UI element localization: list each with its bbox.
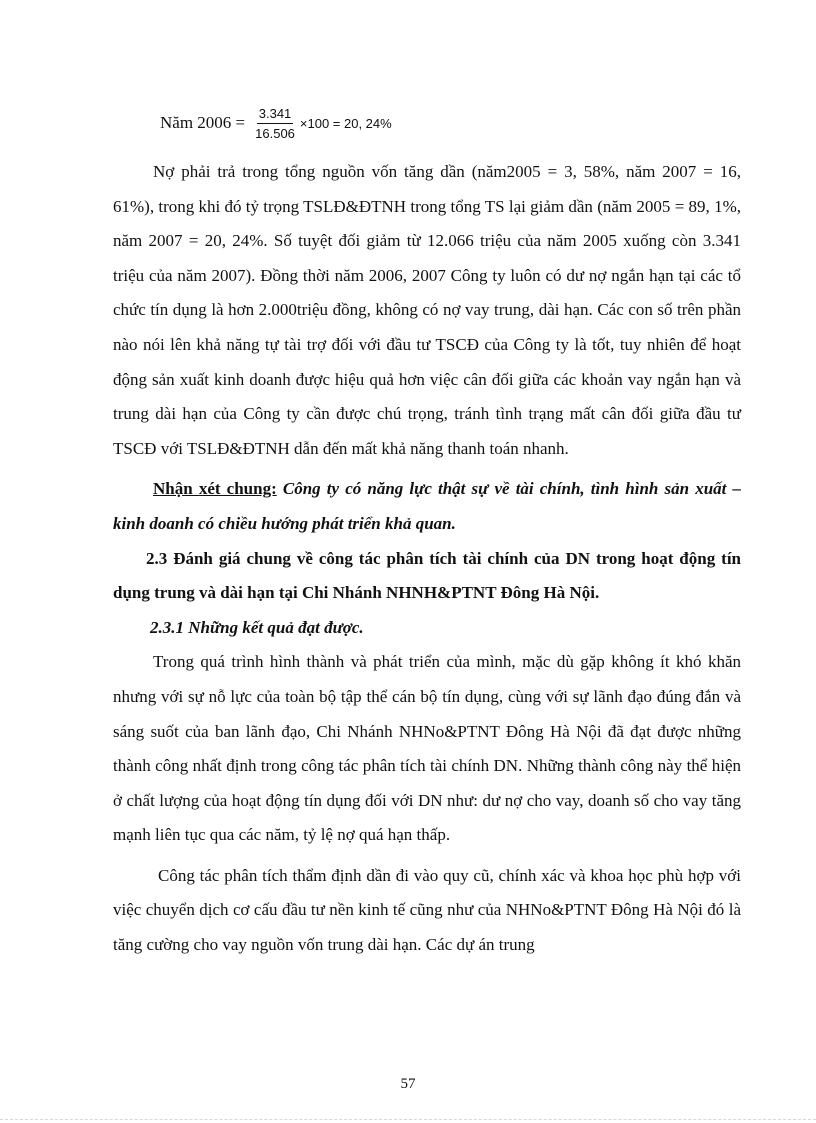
formula-denominator: 16.506: [255, 125, 295, 141]
formula-2006: [160, 100, 392, 146]
formula-numerator: 3.341: [257, 106, 294, 124]
section-heading-2-3: 2.3 Đánh giá chung về công tác phân tích tài chính của DN trong hoạt động tín dụng trung và dài hạn tại Chi Nhánh NHNH&PTNT Đông Hà Nội.: [113, 548, 741, 603]
paragraph-general-remark: [113, 472, 741, 541]
page-bottom-divider: [0, 1119, 816, 1120]
formula-fraction: [253, 106, 297, 141]
section-heading-2-3-1: 2.3.1 Những kết quả đạt được.: [150, 617, 364, 637]
formula-result: ×100 = 20, 24%: [299, 115, 392, 131]
body-text: [113, 155, 741, 963]
paragraph-achievements: Trong quá trình hình thành và phát triển của mình, mặc dù gặp không ít khó khăn nhưng với sự nỗ lực của toàn bộ tập thể cán bộ tín dụng, cùng với sự lãnh đạo đúng đắn và sáng suốt của ban lãnh đạo, Chi Nhánh NHNo&PTNT Đông Hà Nội đã đạt được những thành công nhất định trong công tác phân tích tài chính DN. Những thành công này thể hiện ở chất lượng của hoạt động tín dụng đối với DN như: dư nợ cho vay, doanh số cho vay tăng mạnh liên tục qua các năm, tỷ lệ nợ quá hạn thấp.: [113, 652, 741, 845]
paragraph-liabilities: Nợ phải trả trong tổng nguồn vốn tăng dần (năm2005 = 3, 58%, năm 2007 = 16, 61%), trong khi đó tỷ trọng TSLĐ&ĐTNH trong tổng TS lại giảm dần (năm 2005 = 89, 1%, năm 2007 = 20, 24%. Số tuyệt đối giảm từ 12.066 triệu của năm 2005 xuống còn 3.341 triệu của năm 2007). Đồng thời năm 2006, 2007 Công ty luôn có dư nợ ngắn hạn tại các tổ chức tín dụng là hơn 2.000triệu đồng, không có nợ vay trung, dài hạn. Các con số trên phần nào nói lên khả năng tự tài trợ đối với đầu tư TSCĐ của Công ty là tốt, tuy nhiên để hoạt động sản xuất kinh doanh được hiệu quả hơn việc cân đối giữa các khoản vay ngắn hạn và trung dài hạn của Công ty cần được chú trọng, tránh tình trạng mất cân đối giữa đầu tư TSCĐ với TSLĐ&ĐTNH dẫn đến mất khả năng thanh toán nhanh.: [113, 162, 741, 458]
remark-text: Công ty có năng lực thật sự về tài chính, tình hình sản xuất – kinh doanh có chiều hướng phát triển khả quan.: [113, 479, 741, 533]
remark-label: Nhận xét chung:: [153, 479, 277, 499]
paragraph-appraisal: Công tác phân tích thẩm định dần đi vào quy cũ, chính xác và khoa học phù hợp với việc chuyển dịch cơ cấu đầu tư nền kinh tế cũng như của NHNo&PTNT Đông Hà Nội đó là tăng cường cho vay nguồn vốn trung dài hạn. Các dự án trung: [113, 865, 741, 955]
formula-label: Năm 2006 =: [160, 113, 246, 132]
page-number: 57: [400, 1076, 416, 1092]
